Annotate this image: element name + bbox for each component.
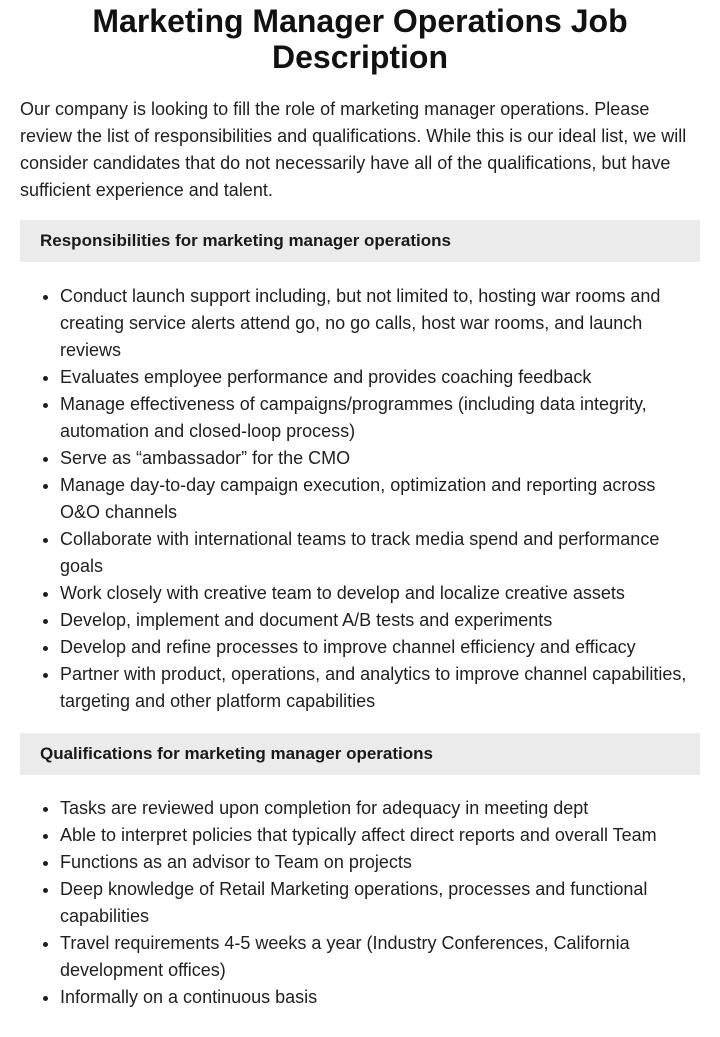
list-item: • Travel requirements 4-5 weeks a year (Industry Conferences, California development offices) [60,930,700,984]
list-item: • Able to interpret policies that typically affect direct reports and overall Team [60,822,700,849]
list-item: • Collaborate with international teams to track media spend and performance goals [60,526,700,580]
responsibilities-heading: Responsibilities for marketing manager operations [20,220,700,262]
list-item: • Manage day-to-day campaign execution, optimization and reporting across O&O channels [60,472,700,526]
list-item: • Evaluates employee performance and provides coaching feedback [60,364,700,391]
page-title: Marketing Manager Operations Job Description [92,3,628,75]
qualifications-list [20,795,700,1011]
qualifications-heading: Qualifications for marketing manager operations [20,733,700,775]
list-item: • Functions as an advisor to Team on projects [60,849,700,876]
responsibilities-list [20,283,700,715]
list-item: • Serve as “ambassador” for the CMO [60,445,700,472]
list-item: • Deep knowledge of Retail Marketing operations, processes and functional capabilities [60,876,700,930]
list-item: • Informally on a continuous basis [60,984,700,1011]
list-item: • Conduct launch support including, but not limited to, hosting war rooms and creating service alerts attend go, no go calls, host war rooms, and launch reviews [60,283,700,364]
intro-paragraph: Our company is looking to fill the role of marketing manager operations. Please review the list of responsibilities and qualifications. While this is our ideal list, we will consider candidates that do not necessarily have all of the qualifications, but have sufficient experience and talent. [20,99,687,200]
list-item: • Work closely with creative team to develop and localize creative assets [60,580,700,607]
list-item: • Develop, implement and document A/B tests and experiments [60,607,700,634]
list-item: • Manage effectiveness of campaigns/programmes (including data integrity, automation and closed-loop process) [60,391,700,445]
list-item: • Tasks are reviewed upon completion for adequacy in meeting dept [60,795,700,822]
list-item: • Partner with product, operations, and analytics to improve channel capabilities, targeting and other platform capabilities [60,661,700,715]
list-item: • Develop and refine processes to improve channel efficiency and efficacy [60,634,700,661]
